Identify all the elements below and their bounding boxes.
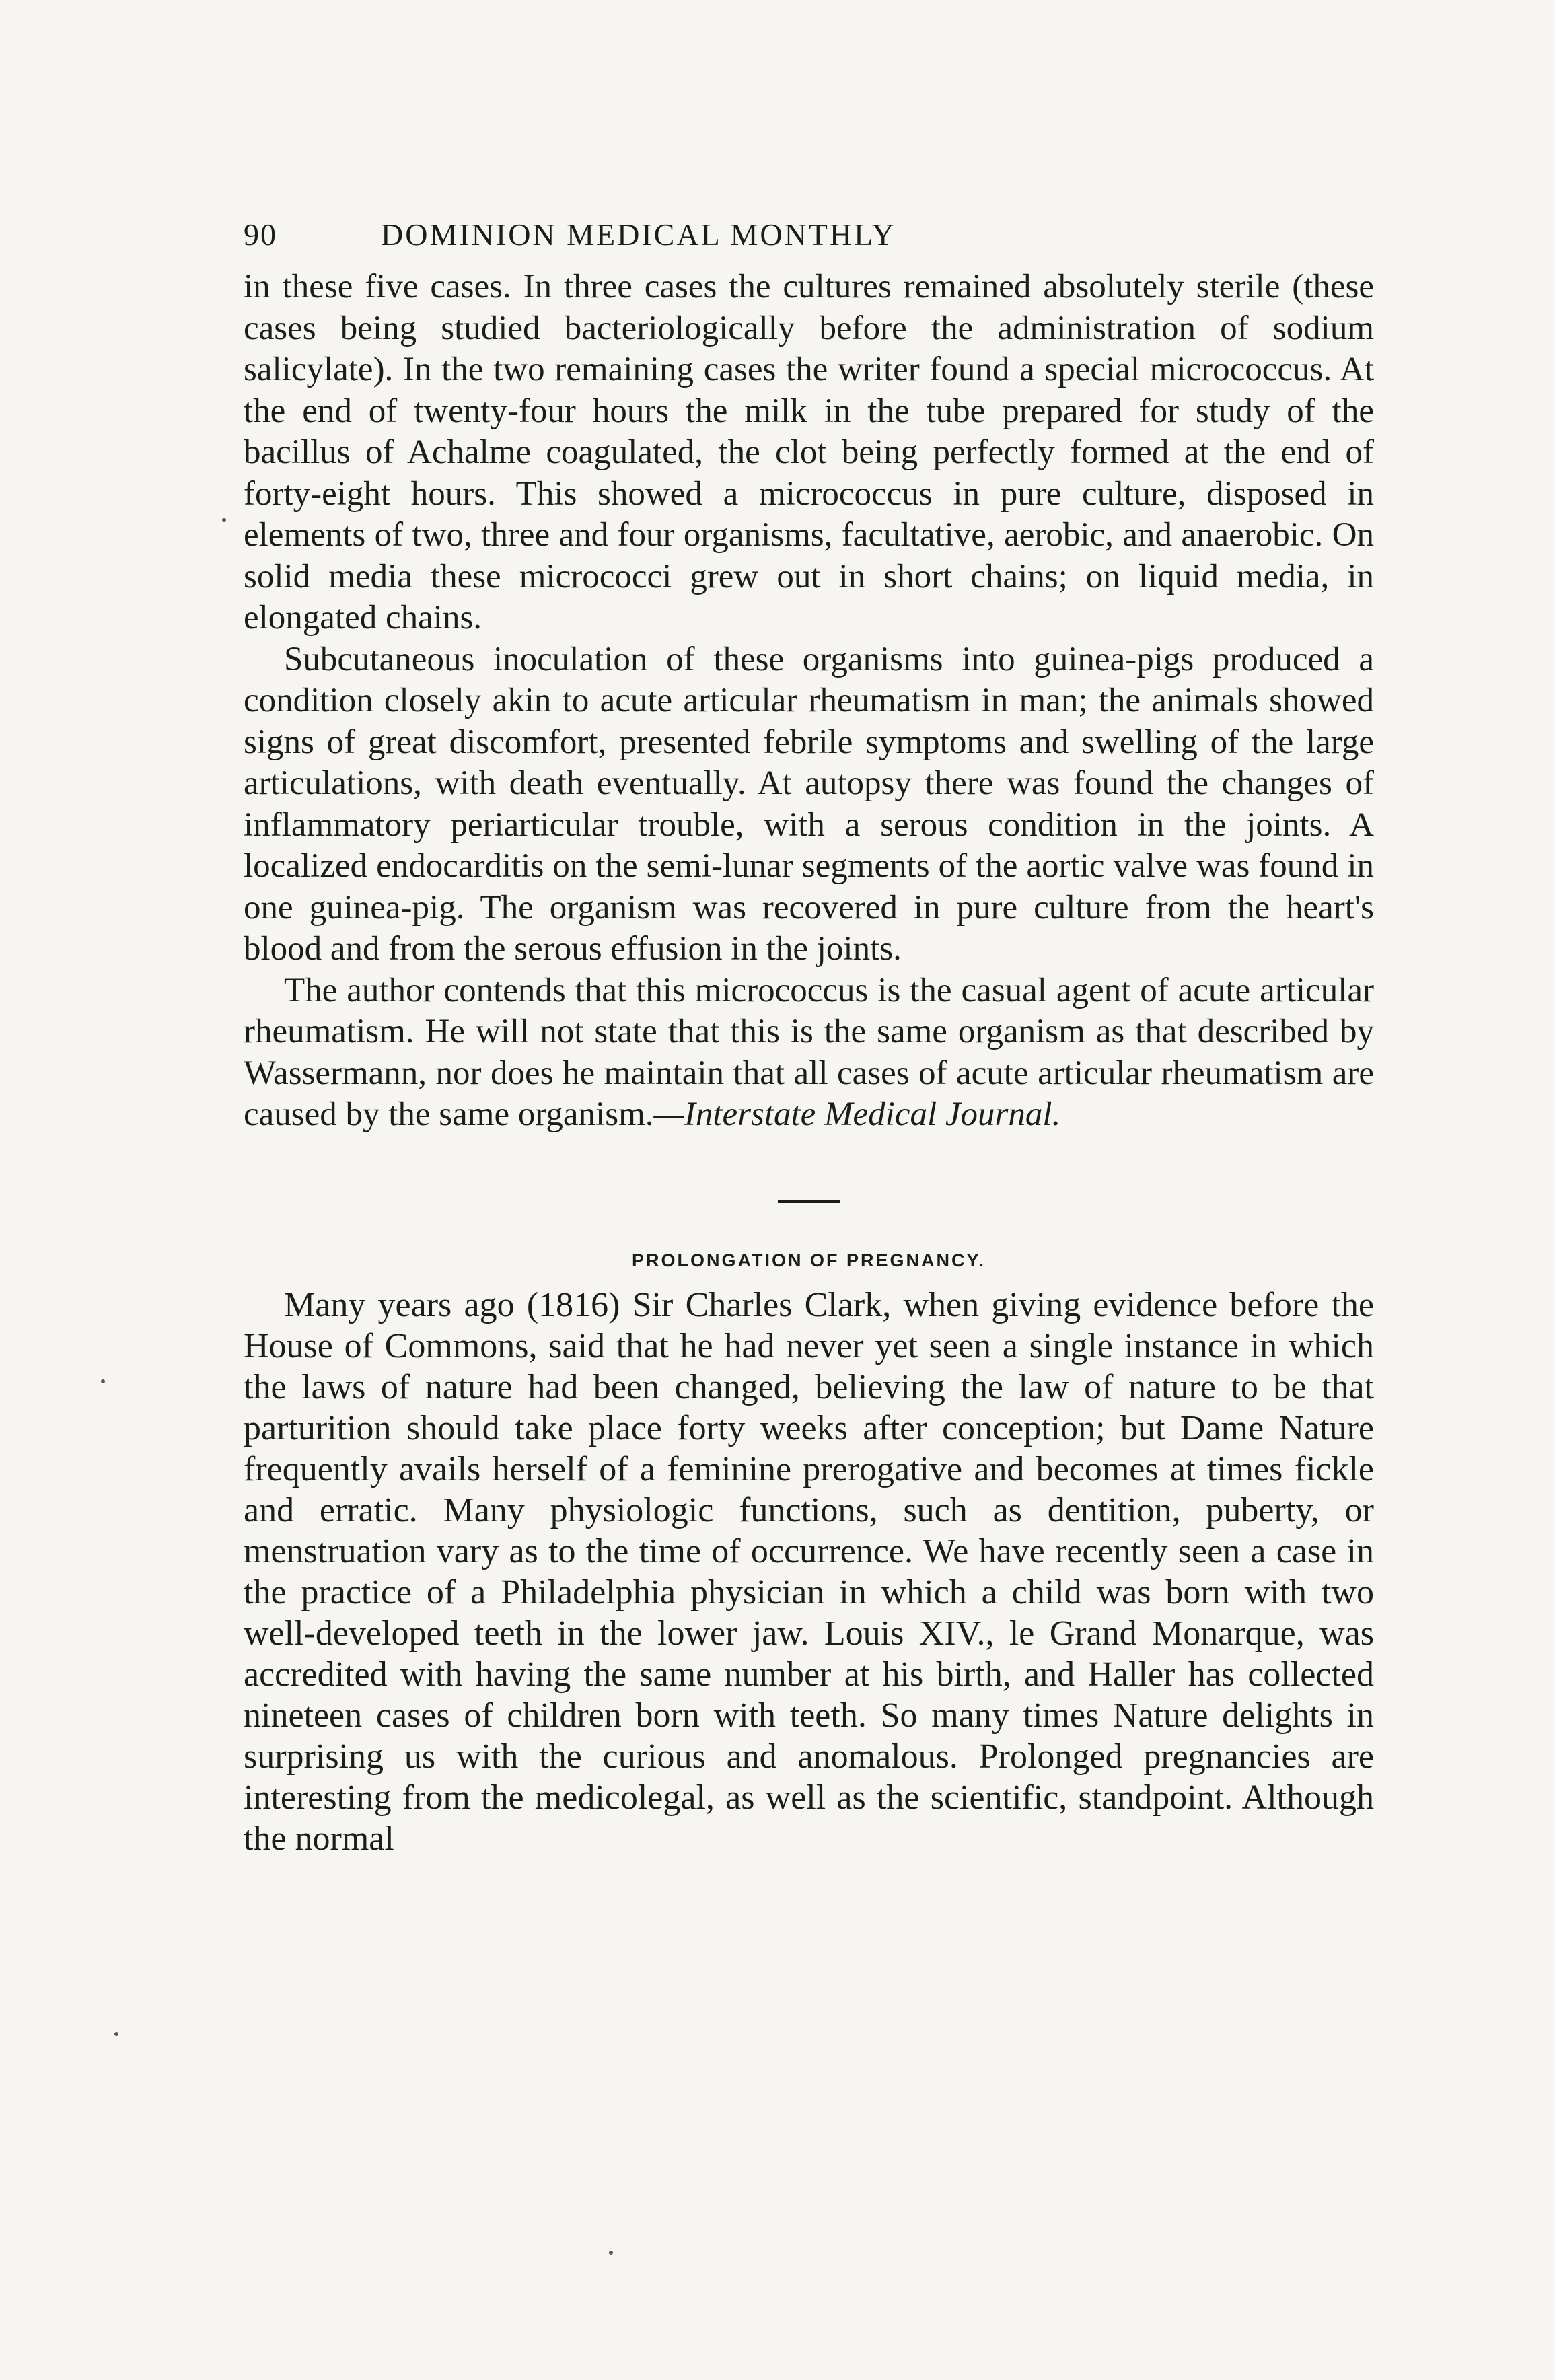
source-citation: —Interstate Medical Journal. <box>653 1095 1061 1133</box>
article-one-paragraph-3 <box>244 970 1374 1136</box>
page-number: 90 <box>244 217 277 252</box>
article-two-paragraph-1: Many years ago (1816) Sir Charles Clark, when giving evidence before the House of Commons, said that he had never yet seen a single instance in which the laws of nature had been changed, believing the law of nature to be that parturition should take place forty weeks after conception; but Dame Nature frequently avails herself of a feminine prerogative and becomes at times fickle and erratic. Many physiologic functions, such as dentition, puberty, or menstruation vary as to the time of occurrence. We have recently seen a case in the practice of a Philadelphia physician in which a child was born with two well-developed teeth in the lower jaw. Louis XIV., le Grand Monarque, was accredited with having the same number at his birth, and Haller has collected nineteen cases of children born with teeth. So many times Nature delights in surprising us with the curious and anomalous. Prolonged pregnancies are interesting from the medicolegal, as well as the scientific, standpoint. Although the normal <box>244 1285 1374 1858</box>
article-one-paragraph-2: Subcutaneous inoculation of these organisms into guinea-pigs produced a condition closely akin to acute articular rheumatism in man; the animals showed signs of great discomfort, presented febrile symptoms and swelling of the large articulations, with death eventually. At autopsy there was found the changes of inflammatory periarticular trouble, with a serous condition in the joints. A localized endocarditis on the semi-lunar segments of the aortic valve was found in one guinea-pig. The organism was recovered in pure culture from the heart's blood and from the serous effusion in the joints. <box>244 640 1374 968</box>
section-divider <box>778 1200 840 1203</box>
article-one <box>244 266 1374 1136</box>
margin-speck <box>222 518 226 522</box>
margin-speck <box>114 2032 118 2036</box>
article-one-paragraph-3-text: The author contends that this micrococcus is the casual agent of acute articular rheumatism. He will not state that this is the same organism as that described by Wassermann, nor does he maintain that all cases of acute articular rheumatism are caused by the same organism. <box>244 971 1374 1133</box>
running-head <box>244 217 1374 261</box>
margin-speck <box>609 2251 613 2255</box>
article-two <box>244 1285 1374 1859</box>
section-heading: PROLONGATION OF PREGNANCY. <box>631 1250 986 1270</box>
article-one-paragraph-1: in these five cases. In three cases the cultures remained absolutely sterile (these cases being studied bacteriologically before the administration of sodium salicylate). In the two remaining cases the writer found a special micrococcus. At the end of twenty-four hours the milk in the tube prepared for study of the bacillus of Achalme coagulated, the clot being perfectly formed at the end of forty-eight hours. This showed a micrococcus in pure culture, disposed in elements of two, three and four organisms, facultative, aerobic, and anaerobic. On solid media these micrococci grew out in short chains; on liquid media, in elongated chains. <box>244 268 1374 637</box>
margin-speck <box>101 1379 105 1383</box>
running-title: DOMINION MEDICAL MONTHLY <box>381 217 896 252</box>
journal-page <box>244 217 1374 1859</box>
